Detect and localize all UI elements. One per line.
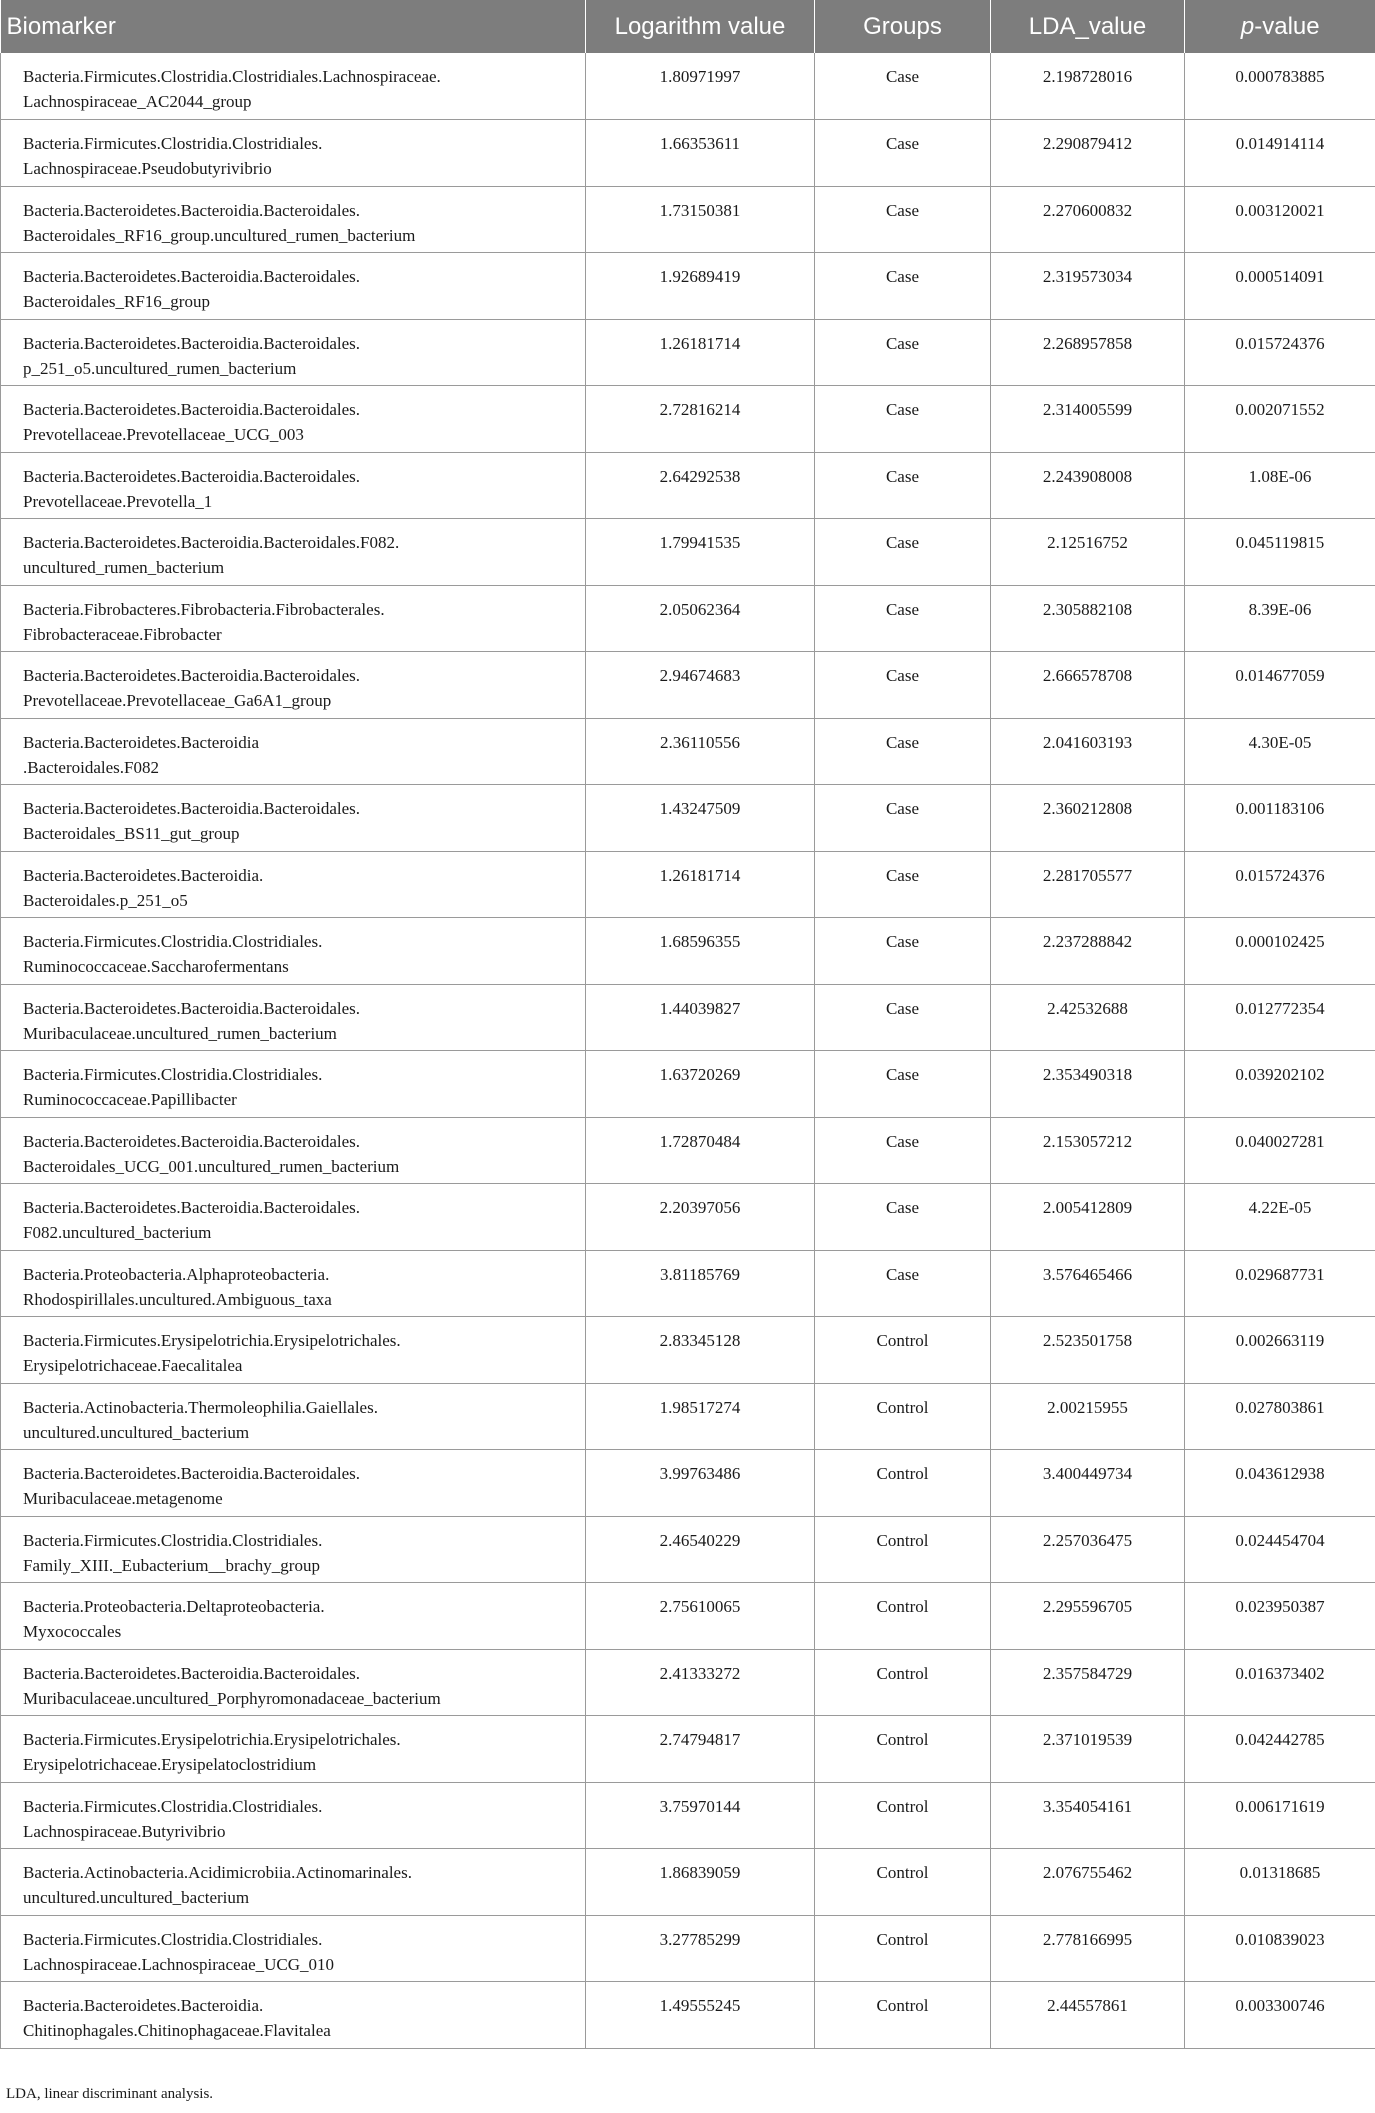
table-row: [1, 1716, 1375, 1783]
biomarker-cell: [1, 1250, 586, 1317]
biomarker-line-2: Erysipelotrichaceae.Faecalitalea: [23, 1356, 243, 1375]
table-row: [1, 1184, 1375, 1251]
logarithm-value-cell: 2.64292538: [586, 452, 815, 519]
group-cell: Control: [815, 1915, 991, 1982]
table-row: [1, 1117, 1375, 1184]
table-row: [1, 918, 1375, 985]
biomarker-line-2: Muribaculaceae.uncultured_Porphyromonadaceae_bacterium: [23, 1688, 441, 1708]
group-cell: Case: [815, 319, 991, 386]
group-cell: Control: [815, 1716, 991, 1783]
logarithm-value-cell: 1.79941535: [586, 519, 815, 586]
table-row: [1, 386, 1375, 453]
p-value-cell: 0.006171619: [1185, 1782, 1375, 1849]
lda-value-cell: 2.666578708: [991, 652, 1185, 719]
p-value-cell: 0.015724376: [1185, 851, 1375, 918]
lda-value-cell: 2.281705577: [991, 851, 1185, 918]
lda-value-cell: 2.319573034: [991, 253, 1185, 320]
logarithm-value-cell: 2.72816214: [586, 386, 815, 453]
logarithm-value-cell: 1.43247509: [586, 785, 815, 852]
biomarker-cell: [1, 1383, 586, 1450]
p-value-cell: 0.024454704: [1185, 1516, 1375, 1583]
logarithm-value-cell: 3.81185769: [586, 1250, 815, 1317]
p-value-cell: 0.042442785: [1185, 1716, 1375, 1783]
biomarker-cell: [1, 1583, 586, 1650]
biomarker-cell: [1, 1450, 586, 1517]
logarithm-value-cell: 1.26181714: [586, 319, 815, 386]
lda-value-cell: 2.42532688: [991, 984, 1185, 1051]
lda-value-cell: 2.778166995: [991, 1915, 1185, 1982]
table-row: [1, 652, 1375, 719]
table-row: [1, 452, 1375, 519]
biomarker-cell: [1, 1849, 586, 1916]
lda-value-cell: 2.270600832: [991, 186, 1185, 253]
group-cell: Case: [815, 452, 991, 519]
biomarker-line-2: Erysipelotrichaceae.Erysipelatoclostridium: [23, 1755, 317, 1774]
biomarker-cell: [1, 452, 586, 519]
biomarker-line-1: Bacteria.Bacteroidetes.Bacteroidia.Bacteroidales.: [23, 998, 361, 1018]
p-value-cell: 4.30E-05: [1185, 718, 1375, 785]
lda-value-cell: 2.295596705: [991, 1583, 1185, 1650]
table-row: [1, 1383, 1375, 1450]
group-cell: Case: [815, 519, 991, 586]
p-value-cell: 0.040027281: [1185, 1117, 1375, 1184]
biomarker-cell: [1, 53, 586, 120]
logarithm-value-cell: 2.36110556: [586, 718, 815, 785]
biomarker-cell: [1, 984, 586, 1051]
biomarker-cell: [1, 918, 586, 985]
p-value-cell: 0.012772354: [1185, 984, 1375, 1051]
biomarker-line-2: Bacteroidales_BS11_gut_group: [23, 824, 240, 843]
biomarker-cell: [1, 1915, 586, 1982]
biomarker-line-1: Bacteria.Bacteroidetes.Bacteroidia.Bacteroidales.: [23, 1464, 361, 1483]
biomarker-cell: [1, 519, 586, 586]
group-cell: Case: [815, 1117, 991, 1184]
lda-value-cell: 2.44557861: [991, 1982, 1185, 2049]
table-row: [1, 1250, 1375, 1317]
group-cell: Case: [815, 386, 991, 453]
biomarker-line-2: Lachnospiraceae.Pseudobutyrivibrio: [23, 159, 272, 178]
biomarker-line-2: Prevotellaceae.Prevotella_1: [23, 491, 213, 511]
p-value-cell: 0.014914114: [1185, 120, 1375, 187]
group-cell: Case: [815, 253, 991, 320]
lda-value-cell: 2.353490318: [991, 1051, 1185, 1118]
biomarker-line-1: Bacteria.Bacteroidetes.Bacteroidia.Bacteroidales.: [23, 1131, 361, 1151]
header-biomarker: Biomarker: [1, 0, 586, 53]
p-value-cell: 0.000514091: [1185, 253, 1375, 320]
logarithm-value-cell: 1.68596355: [586, 918, 815, 985]
biomarker-cell: [1, 386, 586, 453]
group-cell: Case: [815, 851, 991, 918]
logarithm-value-cell: 1.86839059: [586, 1849, 815, 1916]
biomarker-line-2: uncultured_rumen_bacterium: [23, 558, 225, 577]
logarithm-value-cell: 2.83345128: [586, 1317, 815, 1384]
biomarker-line-1: Bacteria.Firmicutes.Clostridia.Clostridiales.: [23, 134, 323, 153]
biomarker-cell: [1, 120, 586, 187]
biomarker-cell: [1, 319, 586, 386]
biomarker-cell: [1, 785, 586, 852]
biomarker-line-1: Bacteria.Bacteroidetes.Bacteroidia.Bacteroidales.: [23, 1198, 361, 1217]
lda-value-cell: 2.243908008: [991, 452, 1185, 519]
table-body: [1, 53, 1375, 2048]
biomarker-line-1: Bacteria.Bacteroidetes.Bacteroidia.: [23, 865, 264, 885]
p-value-cell: 0.002071552: [1185, 386, 1375, 453]
biomarker-cell: [1, 1051, 586, 1118]
biomarker-cell: [1, 1184, 586, 1251]
table-row: [1, 785, 1375, 852]
logarithm-value-cell: 3.27785299: [586, 1915, 815, 1982]
header-groups: Groups: [815, 0, 991, 53]
lda-value-cell: 2.360212808: [991, 785, 1185, 852]
biomarker-line-2: Bacteroidales_RF16_group.uncultured_rumen_bacterium: [23, 225, 416, 245]
biomarker-line-2: Bacteroidales.p_251_o5: [23, 890, 188, 910]
table-row: [1, 319, 1375, 386]
table-row: [1, 1849, 1375, 1916]
biomarker-line-1: Bacteria.Firmicutes.Clostridia.Clostridiales.: [23, 932, 323, 951]
biomarker-line-1: Bacteria.Bacteroidetes.Bacteroidia.Bacteroidales.: [23, 666, 361, 685]
biomarker-line-1: Bacteria.Actinobacteria.Thermoleophilia.Gaiellales.: [23, 1397, 378, 1417]
biomarker-line-1: Bacteria.Firmicutes.Erysipelotrichia.Erysipelotrichales.: [23, 1730, 401, 1749]
group-cell: Control: [815, 1317, 991, 1384]
p-value-cell: 1.08E-06: [1185, 452, 1375, 519]
biomarker-line-2: Muribaculaceae.uncultured_rumen_bacterium: [23, 1023, 337, 1043]
biomarker-line-2: Family_XIII._Eubacterium__brachy_group: [23, 1555, 320, 1575]
group-cell: Control: [815, 1782, 991, 1849]
biomarker-line-2: Prevotellaceae.Prevotellaceae_Ga6A1_group: [23, 691, 332, 710]
logarithm-value-cell: 1.26181714: [586, 851, 815, 918]
lda-value-cell: 2.12516752: [991, 519, 1185, 586]
group-cell: Case: [815, 785, 991, 852]
table-row: [1, 1915, 1375, 1982]
group-cell: Control: [815, 1982, 991, 2049]
biomarker-line-1: Bacteria.Bacteroidetes.Bacteroidia.Bacteroidales.: [23, 200, 361, 220]
biomarker-line-1: Bacteria.Bacteroidetes.Bacteroidia.Bacteroidales.: [23, 466, 361, 486]
p-value-cell: 0.01318685: [1185, 1849, 1375, 1916]
biomarker-line-1: Bacteria.Firmicutes.Clostridia.Clostridiales.: [23, 1796, 323, 1816]
biomarker-line-2: Lachnospiraceae.Lachnospiraceae_UCG_010: [23, 1954, 335, 1974]
table-row: [1, 186, 1375, 253]
lda-value-cell: 2.290879412: [991, 120, 1185, 187]
biomarker-line-2: Prevotellaceae.Prevotellaceae_UCG_003: [23, 425, 304, 444]
group-cell: Control: [815, 1849, 991, 1916]
group-cell: Case: [815, 652, 991, 719]
logarithm-value-cell: 2.75610065: [586, 1583, 815, 1650]
p-value-cell: 0.023950387: [1185, 1583, 1375, 1650]
biomarker-cell: [1, 1317, 586, 1384]
table-row: [1, 984, 1375, 1051]
biomarker-line-2: Lachnospiraceae_AC2044_group: [23, 92, 252, 111]
logarithm-value-cell: 3.75970144: [586, 1782, 815, 1849]
p-value-cell: 0.027803861: [1185, 1383, 1375, 1450]
biomarker-line-1: Bacteria.Bacteroidetes.Bacteroidia.Bacteroidales.: [23, 400, 361, 419]
p-value-cell: 0.029687731: [1185, 1250, 1375, 1317]
lda-value-cell: 2.268957858: [991, 319, 1185, 386]
group-cell: Case: [815, 718, 991, 785]
lda-value-cell: 2.076755462: [991, 1849, 1185, 1916]
p-value-cell: 8.39E-06: [1185, 585, 1375, 652]
p-value-cell: 0.043612938: [1185, 1450, 1375, 1517]
group-cell: Case: [815, 186, 991, 253]
biomarker-line-1: Bacteria.Firmicutes.Clostridia.Clostridiales.: [23, 1530, 323, 1550]
biomarker-line-1: Bacteria.Proteobacteria.Deltaproteobacteria.: [23, 1597, 325, 1616]
group-cell: Case: [815, 918, 991, 985]
biomarker-line-1: Bacteria.Bacteroidetes.Bacteroidia: [23, 732, 259, 752]
group-cell: Case: [815, 1051, 991, 1118]
lda-value-cell: 2.257036475: [991, 1516, 1185, 1583]
table-row: [1, 1649, 1375, 1716]
biomarker-line-2: Chitinophagales.Chitinophagaceae.Flavitalea: [23, 2021, 331, 2040]
group-cell: Control: [815, 1383, 991, 1450]
logarithm-value-cell: 2.05062364: [586, 585, 815, 652]
group-cell: Control: [815, 1649, 991, 1716]
table-row: [1, 1450, 1375, 1517]
biomarker-line-2: Myxococcales: [23, 1622, 122, 1641]
logarithm-value-cell: 1.92689419: [586, 253, 815, 320]
p-value-cell: 0.045119815: [1185, 519, 1375, 586]
lda-value-cell: 2.305882108: [991, 585, 1185, 652]
table-row: [1, 1051, 1375, 1118]
biomarker-cell: [1, 718, 586, 785]
biomarker-line-1: Bacteria.Firmicutes.Erysipelotrichia.Erysipelotrichales.: [23, 1331, 401, 1350]
group-cell: Control: [815, 1516, 991, 1583]
biomarker-line-1: Bacteria.Bacteroidetes.Bacteroidia.Bacteroidales.: [23, 333, 361, 353]
p-value-cell: 0.016373402: [1185, 1649, 1375, 1716]
biomarker-line-2: Lachnospiraceae.Butyrivibrio: [23, 1821, 226, 1841]
group-cell: Case: [815, 1184, 991, 1251]
biomarker-cell: [1, 1516, 586, 1583]
logarithm-value-cell: 1.73150381: [586, 186, 815, 253]
p-value-cell: 0.003300746: [1185, 1982, 1375, 2049]
p-value-cell: 0.039202102: [1185, 1051, 1375, 1118]
header-p-value: [1185, 0, 1375, 53]
p-value-cell: 0.014677059: [1185, 652, 1375, 719]
biomarker-line-1: Bacteria.Bacteroidetes.Bacteroidia.Bacteroidales.: [23, 267, 361, 286]
lda-value-cell: 2.237288842: [991, 918, 1185, 985]
p-value-cell: 0.000102425: [1185, 918, 1375, 985]
p-value-cell: 0.015724376: [1185, 319, 1375, 386]
biomarker-line-1: Bacteria.Actinobacteria.Acidimicrobiia.Actinomarinales.: [23, 1863, 412, 1882]
logarithm-value-cell: 2.94674683: [586, 652, 815, 719]
biomarker-line-2: Fibrobacteraceae.Fibrobacter: [23, 624, 222, 644]
header-p-value-italic: p: [1240, 12, 1255, 40]
p-value-cell: 0.010839023: [1185, 1915, 1375, 1982]
table-row: [1, 1516, 1375, 1583]
biomarker-line-2: uncultured.uncultured_bacterium: [23, 1888, 250, 1907]
biomarker-cell: [1, 851, 586, 918]
biomarker-line-1: Bacteria.Bacteroidetes.Bacteroidia.Bacteroidales.: [23, 799, 361, 818]
table-header: [1, 0, 1375, 53]
lda-value-cell: 3.576465466: [991, 1250, 1185, 1317]
p-value-cell: 4.22E-05: [1185, 1184, 1375, 1251]
biomarker-line-2: Rhodospirillales.uncultured.Ambiguous_taxa: [23, 1289, 332, 1309]
table-row: [1, 1982, 1375, 2049]
logarithm-value-cell: 1.49555245: [586, 1982, 815, 2049]
logarithm-value-cell: 1.72870484: [586, 1117, 815, 1184]
p-value-cell: 0.000783885: [1185, 53, 1375, 120]
group-cell: Control: [815, 1450, 991, 1517]
table-row: [1, 718, 1375, 785]
biomarker-cell: [1, 186, 586, 253]
table-row: [1, 1782, 1375, 1849]
p-value-cell: 0.001183106: [1185, 785, 1375, 852]
logarithm-value-cell: 2.20397056: [586, 1184, 815, 1251]
lda-value-cell: 3.400449734: [991, 1450, 1185, 1517]
biomarker-line-1: Bacteria.Firmicutes.Clostridia.Clostridiales.: [23, 1929, 323, 1949]
logarithm-value-cell: 1.63720269: [586, 1051, 815, 1118]
biomarker-line-2: Ruminococcaceae.Papillibacter: [23, 1090, 237, 1109]
logarithm-value-cell: 2.46540229: [586, 1516, 815, 1583]
table-footnote: LDA, linear discriminant analysis.: [6, 2086, 214, 2102]
lda-value-cell: 2.041603193: [991, 718, 1185, 785]
group-cell: Case: [815, 984, 991, 1051]
biomarker-cell: [1, 585, 586, 652]
p-value-cell: 0.002663119: [1185, 1317, 1375, 1384]
biomarker-line-1: Bacteria.Fibrobacteres.Fibrobacteria.Fibrobacterales.: [23, 599, 385, 619]
table-row: [1, 585, 1375, 652]
header-p-value-suffix: -value: [1254, 12, 1320, 40]
group-cell: Case: [815, 585, 991, 652]
biomarker-line-1: Bacteria.Firmicutes.Clostridia.Clostridiales.: [23, 1065, 323, 1084]
p-value-cell: 0.003120021: [1185, 186, 1375, 253]
lda-value-cell: 2.314005599: [991, 386, 1185, 453]
lda-value-cell: 2.198728016: [991, 53, 1185, 120]
biomarker-cell: [1, 1649, 586, 1716]
logarithm-value-cell: 3.99763486: [586, 1450, 815, 1517]
biomarker-cell: [1, 1982, 586, 2049]
lda-value-cell: 2.153057212: [991, 1117, 1185, 1184]
logarithm-value-cell: 1.80971997: [586, 53, 815, 120]
biomarker-line-2: Ruminococcaceae.Saccharofermentans: [23, 957, 289, 976]
lda-value-cell: 2.357584729: [991, 1649, 1185, 1716]
logarithm-value-cell: 1.98517274: [586, 1383, 815, 1450]
table-row: [1, 120, 1375, 187]
table-row: [1, 1317, 1375, 1384]
biomarker-line-2: Muribaculaceae.metagenome: [23, 1489, 223, 1508]
group-cell: Control: [815, 1583, 991, 1650]
biomarker-line-1: Bacteria.Bacteroidetes.Bacteroidia.: [23, 1996, 264, 2015]
biomarker-cell: [1, 1782, 586, 1849]
biomarker-cell: [1, 1117, 586, 1184]
biomarker-line-2: Bacteroidales_RF16_group: [23, 292, 210, 311]
lda-value-cell: 3.354054161: [991, 1782, 1185, 1849]
lda-value-cell: 2.005412809: [991, 1184, 1185, 1251]
header-logarithm-value: Logarithm value: [586, 0, 815, 53]
group-cell: Case: [815, 1250, 991, 1317]
table-row: [1, 53, 1375, 120]
biomarker-line-1: Bacteria.Firmicutes.Clostridia.Clostridiales.Lachnospiraceae.: [23, 67, 441, 86]
table-row: [1, 851, 1375, 918]
lda-value-cell: 2.00215955: [991, 1383, 1185, 1450]
lda-value-cell: 2.523501758: [991, 1317, 1185, 1384]
header-lda-value: LDA_value: [991, 0, 1185, 53]
biomarker-line-1: Bacteria.Bacteroidetes.Bacteroidia.Bacteroidales.F082.: [23, 533, 400, 552]
header-row: [1, 0, 1375, 53]
table-row: [1, 1583, 1375, 1650]
biomarker-line-1: Bacteria.Proteobacteria.Alphaproteobacteria.: [23, 1264, 330, 1284]
biomarker-line-2: p_251_o5.uncultured_rumen_bacterium: [23, 358, 297, 378]
logarithm-value-cell: 1.66353611: [586, 120, 815, 187]
group-cell: Case: [815, 53, 991, 120]
biomarker-line-2: uncultured.uncultured_bacterium: [23, 1422, 250, 1442]
biomarker-cell: [1, 652, 586, 719]
logarithm-value-cell: 1.44039827: [586, 984, 815, 1051]
logarithm-value-cell: 2.41333272: [586, 1649, 815, 1716]
lda-value-cell: 2.371019539: [991, 1716, 1185, 1783]
biomarker-line-2: Bacteroidales_UCG_001.uncultured_rumen_bacterium: [23, 1156, 400, 1176]
table-row: [1, 253, 1375, 320]
biomarker-cell: [1, 253, 586, 320]
group-cell: Case: [815, 120, 991, 187]
biomarker-line-1: Bacteria.Bacteroidetes.Bacteroidia.Bacteroidales.: [23, 1663, 361, 1683]
biomarker-line-2: .Bacteroidales.F082: [23, 757, 159, 777]
logarithm-value-cell: 2.74794817: [586, 1716, 815, 1783]
biomarker-line-2: F082.uncultured_bacterium: [23, 1223, 212, 1242]
biomarker-cell: [1, 1716, 586, 1783]
table-row: [1, 519, 1375, 586]
